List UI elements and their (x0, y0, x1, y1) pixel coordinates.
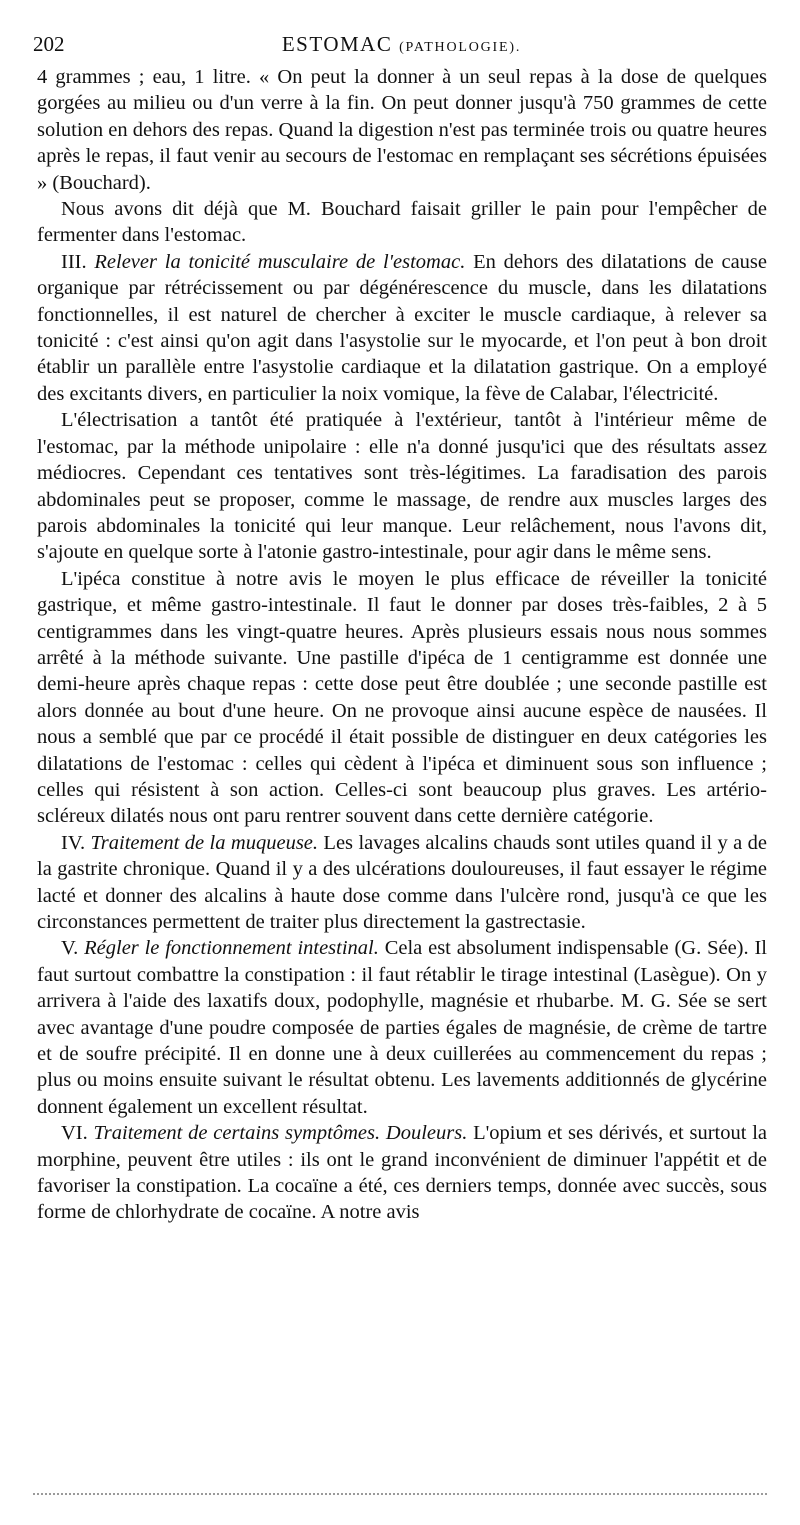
footer-dotted-rule (33, 1493, 767, 1495)
section-number: IV. (61, 831, 91, 854)
page-header (33, 28, 770, 60)
section-title: Traitement de la muqueuse. (90, 831, 319, 854)
paragraph-text: Les lavages alcalins chauds sont utiles quand il y a de la gastrite chronique. Quand il y a des ulcérations douloureuses, il faut essayer le régime lacté et donner des alcalins à haute dose comme dans l'ulcère rond, jusqu'à ce que les circonstances permettent de traiter plus directement la gastrectasie. (37, 831, 767, 933)
section-paragraph (37, 935, 767, 1120)
section-title: Traitement de certains symptômes. Douleurs. (93, 1122, 468, 1145)
section-number: VI. (61, 1122, 94, 1145)
section-paragraph (37, 1120, 767, 1226)
paragraph-text: L'opium et ses dérivés, et surtout la morphine, peuvent être utiles : ils ont le grand inconvénient de diminuer l'appétit et de favoriser la constipation. La cocaïne a été, ces derniers temps, donnée avec succès, sous forme de chlorhydrate de cocaïne. A notre avis (37, 1122, 767, 1224)
paragraph (37, 566, 767, 830)
paragraph (37, 407, 767, 565)
paragraph-text: L'ipéca constitue à notre avis le moyen le plus efficace de réveiller la tonicité gastrique, et même gastro-intestinale. Il faut le donner par doses très-faibles, 2 à 5 centigrammes dans les vingt-quatre heures. Après plusieurs essais nous nous sommes arrêté à la méthode suivante. Une pastille d'ipéca de 1 centigramme est donnée une demi-heure après chaque repas : cette dose peut être doublée ; une seconde pastille est alors donnée au bout d'une heure. On ne provoque ainsi aucune espèce de nausées. Il nous a semblé que par ce procédé il était possible de distinguer en deux catégories les dilatations de l'estomac : celles qui cèdent à l'ipéca et diminuent sous son influence ; celles qui résistent à son action. Celles-ci sont beaucoup plus graves. Les artério-scléreux dilatés nous ont paru rentrer souvent dans cette dernière catégorie. (37, 567, 767, 828)
section-paragraph (37, 830, 767, 936)
section-number: V. (61, 937, 85, 960)
page-number: 202 (33, 32, 65, 56)
section-paragraph (37, 249, 767, 407)
paragraph-text: L'électrisation a tantôt été pratiquée à l'extérieur, tantôt à l'intérieur même de l'estomac, par la méthode unipolaire : elle n'a donné jusqu'ici que des résultats assez médiocres. Cependant ces tentatives sont très-légitimes. La faradisation des parois abdominales peut se proposer, comme le massage, de rendre aux muscles larges des parois abdominales la tonicité qui leur manque. Leur relâchement, nous l'avons dit, s'ajoute en quelque sorte à l'atonie gastro-intestinale, pour agir dans le même sens. (37, 409, 767, 564)
body-text (37, 64, 767, 1226)
paragraph-text: Cela est absolument indispensable (G. Sée). Il faut surtout combattre la constipation : il faut rétablir le tirage intestinal (Lasègue). On y arrivera à l'aide des laxatifs doux, podophylle, magnésie et rhubarbe. M. G. Sée se sert avec avantage d'une poudre composée de parties égales de magnésie, de crème de tartre et de soufre précipité. Il en donne une à deux cuillerées au commencement du repas ; plus ou moins ensuite suivant le résultat obtenu. Les lavements additionnés de glycérine donnent également un excellent résultat. (37, 937, 767, 1118)
running-head (33, 28, 770, 64)
section-number: III. (61, 250, 95, 273)
section-title: Relever la tonicité musculaire de l'estomac. (94, 250, 466, 273)
paragraph (37, 64, 767, 196)
running-head-sub: (PATHOLOGIE). (399, 40, 522, 55)
running-head-main: ESTOMAC (281, 32, 400, 56)
paragraph-text: En dehors des dilatations de cause organique par rétrécissement ou par dégénérescence du muscle, dans les dilatations fonctionnelles, il est naturel de chercher à exciter le muscle cardiaque, à relever sa tonicité : c'est ainsi qu'on agit dans l'asystolie sur le myocarde, et l'on peut à bon droit établir un parallèle entre l'asystolie cardiaque et la dilatation gastrique. On a employé des excitants divers, en particulier la noix vomique, la fève de Calabar, l'électricité. (37, 250, 768, 405)
section-title: Régler le fonctionnement intestinal. (84, 937, 379, 960)
paragraph (37, 196, 767, 249)
paragraph-text: Nous avons dit déjà que M. Bouchard faisait griller le pain pour l'empêcher de fermenter dans l'estomac. (37, 198, 767, 247)
paragraph-text: 4 grammes ; eau, 1 litre. « On peut la donner à un seul repas à la dose de quelques gorgées au milieu ou d'un verre à la fin. On peut donner jusqu'à 750 grammes de cette solution en dehors des repas. Quand la digestion n'est pas terminée trois ou quatre heures après le repas, il faut venir au secours de l'estomac en remplaçant ses sécrétions épuisées » (Bouchard). (37, 66, 767, 194)
